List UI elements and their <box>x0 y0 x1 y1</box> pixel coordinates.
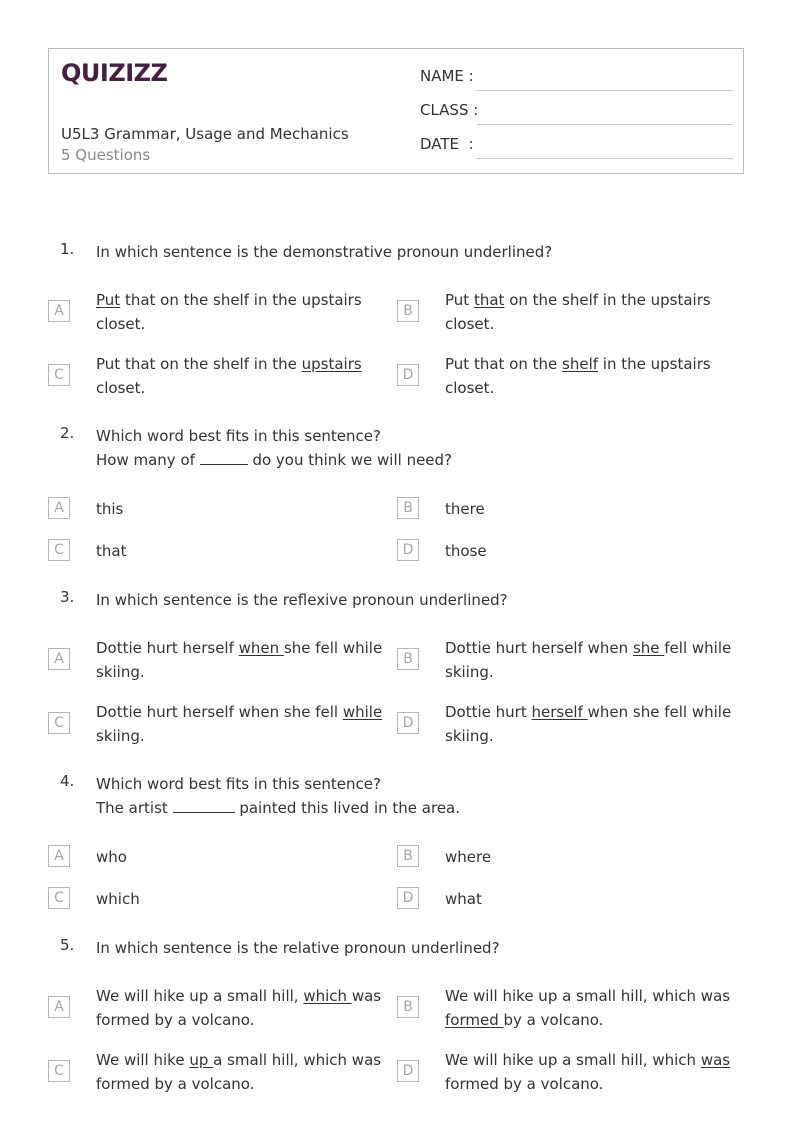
worksheet-header <box>48 48 744 174</box>
option-text: Put that on the shelf in the upstairs closet. <box>96 355 362 397</box>
option-letter: B <box>397 648 419 670</box>
question-number: 1. <box>60 240 75 258</box>
option-text: We will hike up a small hill, which was formed by a volcano. <box>445 987 731 1029</box>
option-letter: C <box>48 1060 70 1082</box>
option-letter: A <box>48 648 70 670</box>
option-letter: A <box>48 996 70 1018</box>
question-prompt: Which word best fits in this sentence? The artist painted this lived in the area. <box>96 775 461 817</box>
option-text: Put that on the shelf in the upstairs closet. <box>96 291 362 333</box>
option-text: where <box>445 848 492 866</box>
name-label: NAME : <box>420 67 474 85</box>
option-letter: D <box>397 712 419 734</box>
option-text: Dottie hurt herself when she fell while skiing. <box>96 639 383 681</box>
answer-blank <box>173 798 235 813</box>
option-text: Dottie hurt herself when she fell while skiing. <box>96 703 383 745</box>
name-field[interactable] <box>420 67 733 91</box>
answer-blank <box>200 450 248 465</box>
option-letter: B <box>397 300 419 322</box>
question-prompt: In which sentence is the reflexive pronoun underlined? <box>96 591 508 609</box>
option-letter: D <box>397 539 419 561</box>
option-text: which <box>96 890 140 908</box>
option-letter: C <box>48 539 70 561</box>
question-number: 2. <box>60 424 75 442</box>
option-text: there <box>445 500 485 518</box>
option-letter: C <box>48 887 70 909</box>
question-number: 5. <box>60 936 75 954</box>
option-text: Put that on the shelf in the upstairs closet. <box>445 291 711 333</box>
option-letter: B <box>397 845 419 867</box>
option-text: those <box>445 542 487 560</box>
option-letter: D <box>397 364 419 386</box>
worksheet-title: U5L3 Grammar, Usage and Mechanics <box>61 125 349 143</box>
option-letter: C <box>48 712 70 734</box>
option-text: We will hike up a small hill, which was formed by a volcano. <box>445 1051 731 1093</box>
question-prompt: In which sentence is the relative pronoun underlined? <box>96 939 500 957</box>
option-text: Put that on the shelf in the upstairs closet. <box>445 355 711 397</box>
option-letter: B <box>397 497 419 519</box>
class-line[interactable] <box>477 124 733 125</box>
option-text: that <box>96 542 127 560</box>
option-text: We will hike up a small hill, which was formed by a volcano. <box>96 987 382 1029</box>
option-letter: A <box>48 845 70 867</box>
option-text: Dottie hurt herself when she fell while skiing. <box>445 639 732 681</box>
option-letter: B <box>397 996 419 1018</box>
option-letter: D <box>397 887 419 909</box>
option-letter: A <box>48 497 70 519</box>
date-line[interactable] <box>477 158 733 159</box>
option-text: this <box>96 500 124 518</box>
class-label: CLASS : <box>420 101 479 119</box>
quizizz-logo: QUIZIZZ <box>61 59 168 87</box>
option-text: what <box>445 890 482 908</box>
class-field[interactable] <box>420 101 733 125</box>
question-number: 3. <box>60 588 75 606</box>
question-prompt: Which word best fits in this sentence? How many of do you think we will need? <box>96 427 453 469</box>
option-letter: C <box>48 364 70 386</box>
date-label: DATE : <box>420 135 474 153</box>
option-text: who <box>96 848 127 866</box>
question-count: 5 Questions <box>61 146 151 164</box>
name-line[interactable] <box>477 90 733 91</box>
date-field[interactable] <box>420 135 733 159</box>
option-letter: D <box>397 1060 419 1082</box>
option-text: We will hike up a small hill, which was formed by a volcano. <box>96 1051 382 1093</box>
option-text: Dottie hurt herself when she fell while skiing. <box>445 703 732 745</box>
question-prompt: In which sentence is the demonstrative pronoun underlined? <box>96 243 553 261</box>
question-number: 4. <box>60 772 75 790</box>
option-letter: A <box>48 300 70 322</box>
